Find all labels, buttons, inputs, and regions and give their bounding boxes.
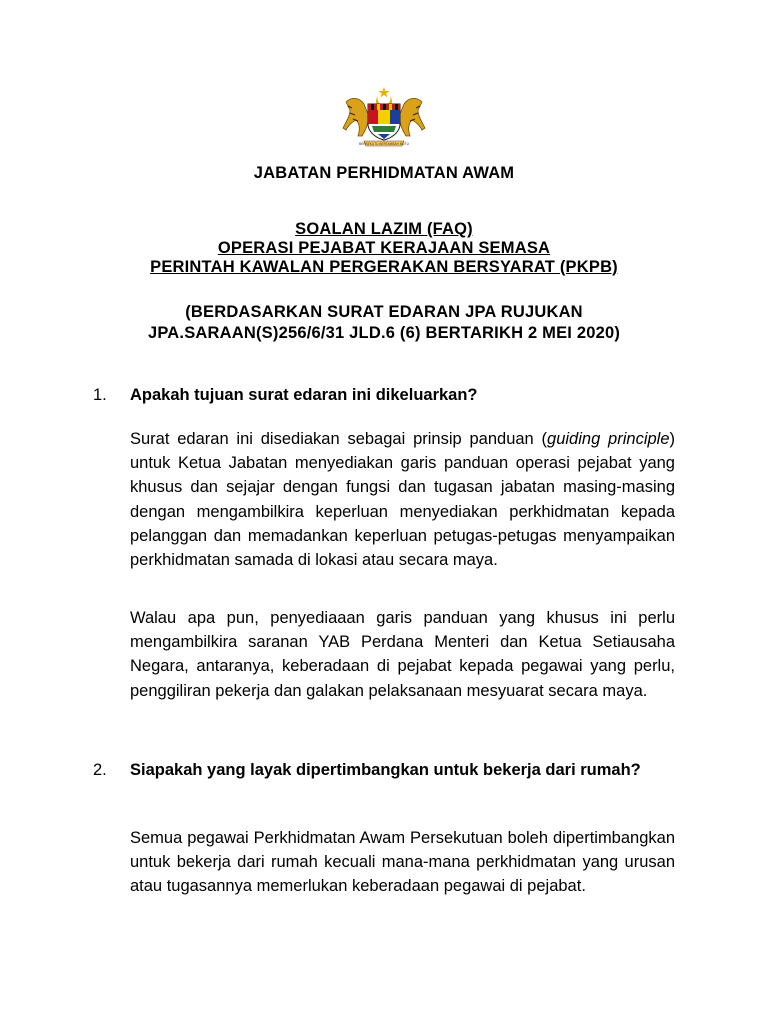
answer-paragraph: Walau apa pun, penyediaaan garis panduan yang khusus ini perlu mengambilkira saranan YAB Perdana Menteri dan Ketua Setiausaha Negara, antaranya, keberadaan di pejabat kepada pegawai yang perlu, penggiliran pekerja dan galakan pelaksanaan mesyuarat secara maya. (130, 609, 675, 700)
reference-line-2: JPA.SARAAN(S)256/6/31 JLD.6 (6) BERTARIKH 2 MEI 2020) (147, 324, 621, 342)
question-number: 1. (93, 386, 107, 404)
operations-title: OPERASI PEJABAT KERAJAAN SEMASA (217, 239, 551, 257)
question-number: 2. (93, 761, 107, 779)
department-title: JABATAN PERHIDMATAN AWAM (253, 164, 515, 182)
answer-paragraph: Semua pegawai Perkhidmatan Awam Persekutuan boleh dipertimbangkan untuk bekerja dari rumah kecuali mana-mana perkhidmatan yang urusan atau tugasannya memerlukan keberadaan pegawai di pejabat. (130, 829, 675, 896)
pkpb-title: PERINTAH KAWALAN PERGERAKAN BERSYARAT (PKPB) (150, 258, 618, 276)
question-heading: Siapakah yang layak dipertimbangkan untuk bekerja dari rumah? (130, 761, 641, 779)
reference-line-1: (BERDASARKAN SURAT EDARAN JPA RUJUKAN (185, 303, 583, 321)
faq-title: SOALAN LAZIM (FAQ) (295, 220, 473, 238)
guiding-principle-term: guiding principle (547, 430, 670, 448)
crest-motto: BERSEKUTU BERTAMBAH MUTU (358, 142, 410, 146)
answer-paragraph: Surat edaran ini disediakan sebagai prinsip panduan (guiding principle) untuk Ketua Jabatan menyediakan garis panduan operasi pejabat yang khusus dan sejajar dengan fungsi dan tugasan jabatan masing-masing dengan mengambilkira keperluan menyediakan perkhidmatan kepada pelanggan dan memadankan keperluan petugas-petugas menyampaikan perkhidmatan samada di lokasi atau secara maya. (130, 430, 676, 570)
coat-of-arms-icon (338, 86, 430, 148)
question-heading: Apakah tujuan surat edaran ini dikeluarkan? (130, 386, 478, 404)
